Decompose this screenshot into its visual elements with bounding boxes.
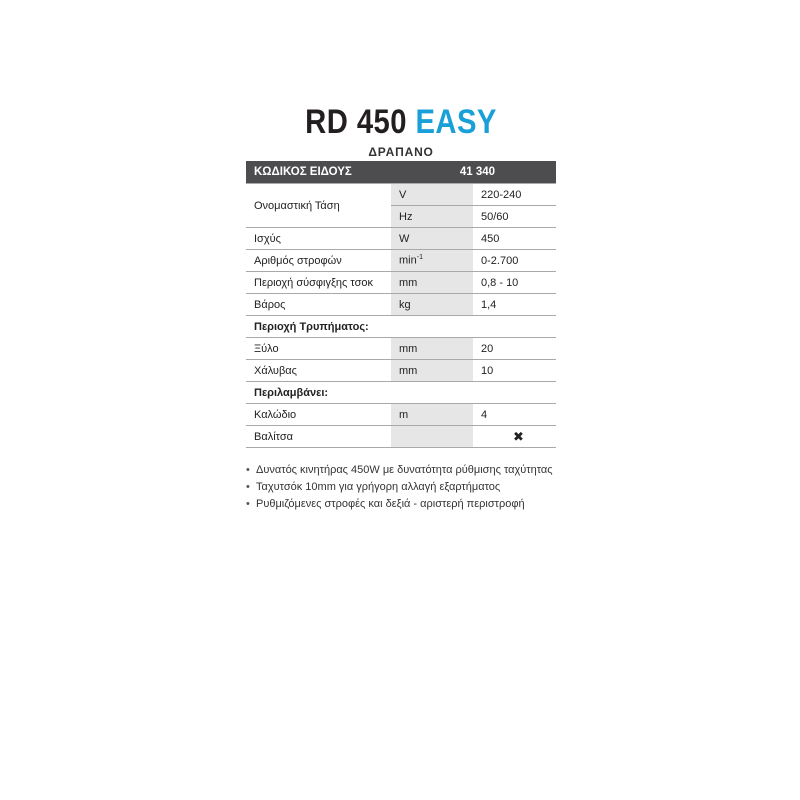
speed-unit-base: min — [399, 254, 417, 267]
frequency-unit: Hz — [391, 206, 473, 228]
weight-unit: kg — [391, 294, 473, 316]
case-unit — [391, 426, 473, 448]
weight-value: 1,4 — [473, 294, 556, 316]
feature-text: Ταχυτσόκ 10mm για γρήγορη αλλαγή εξαρτήματος — [256, 481, 501, 493]
table-row — [246, 360, 556, 382]
power-label: Ισχύς — [246, 228, 391, 250]
table-row — [246, 250, 556, 272]
section-row — [246, 382, 556, 404]
chuck-unit: mm — [391, 272, 473, 294]
steel-label: Χάλυβας — [246, 360, 391, 382]
included-check-icon: ✖ — [473, 426, 556, 448]
product-title — [268, 100, 535, 144]
table-header-row — [246, 161, 556, 184]
product-type: ΔΡΑΠΑΝΟ — [368, 145, 434, 159]
product-spec-sheet — [246, 100, 556, 513]
feature-text: Δυνατός κινητήρας 450W με δυνατότητα ρύθμισης ταχύτητας — [256, 464, 553, 476]
wood-label: Ξύλο — [246, 338, 391, 360]
power-unit: W — [391, 228, 473, 250]
list-item — [246, 462, 556, 479]
wood-unit: mm — [391, 338, 473, 360]
includes-section-heading: Περιλαμβάνει: — [246, 382, 556, 404]
voltage-value: 220-240 — [473, 184, 556, 206]
steel-unit: mm — [391, 360, 473, 382]
speed-unit — [391, 250, 473, 272]
case-label: Βαλίτσα — [246, 426, 391, 448]
table-row — [246, 272, 556, 294]
cable-unit: m — [391, 404, 473, 426]
chuck-value: 0,8 - 10 — [473, 272, 556, 294]
weight-label: Βάρος — [246, 294, 391, 316]
feature-list — [246, 462, 556, 513]
table-row — [246, 338, 556, 360]
table-row — [246, 228, 556, 250]
table-row — [246, 404, 556, 426]
bullet-icon: • — [246, 464, 250, 476]
speed-unit-exponent: -1 — [416, 254, 423, 262]
table-row — [246, 426, 556, 448]
model-name: RD 450 — [305, 103, 407, 141]
code-value: 41 340 — [391, 161, 556, 184]
bullet-icon: • — [246, 481, 250, 493]
chuck-label: Περιοχή σύσφιγξης τσοκ — [246, 272, 391, 294]
list-item — [246, 496, 556, 513]
table-row — [246, 184, 556, 206]
table-row — [246, 294, 556, 316]
spec-table — [246, 161, 556, 448]
speed-value: 0-2.700 — [473, 250, 556, 272]
speed-label: Αριθμός στροφών — [246, 250, 391, 272]
voltage-unit: V — [391, 184, 473, 206]
cable-label: Καλώδιο — [246, 404, 391, 426]
list-item — [246, 479, 556, 496]
wood-value: 20 — [473, 338, 556, 360]
feature-text: Ρυθμιζόμενες στροφές και δεξιά - αριστερή περιστροφή — [256, 498, 525, 510]
bullet-icon: • — [246, 498, 250, 510]
section-row — [246, 316, 556, 338]
code-label: ΚΩΔΙΚΟΣ ΕΙΔΟΥΣ — [246, 161, 391, 184]
steel-value: 10 — [473, 360, 556, 382]
drilling-section-heading: Περιοχή Τρυπήματος: — [246, 316, 556, 338]
cable-value: 4 — [473, 404, 556, 426]
frequency-value: 50/60 — [473, 206, 556, 228]
model-variant: EASY — [415, 103, 497, 141]
voltage-label: Ονομαστική Τάση — [246, 184, 391, 228]
power-value: 450 — [473, 228, 556, 250]
